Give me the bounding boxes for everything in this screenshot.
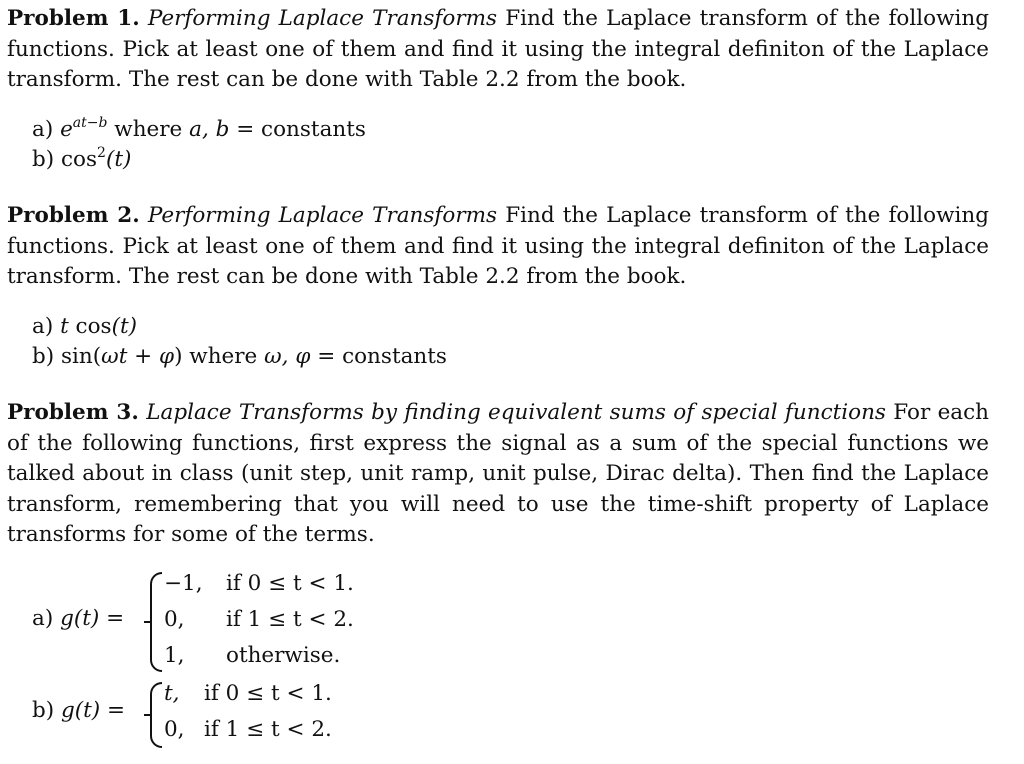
problem-2 <box>7 201 989 293</box>
problem-3-subtitle: Laplace Transforms by finding equivalent sums of special functions <box>146 400 886 425</box>
problem-1-item-a: a) $e^{at-b}$ where a, b = constants <box>32 115 366 142</box>
problem-3-title: Problem 3. <box>7 400 139 425</box>
problem-1 <box>7 4 989 96</box>
problem-3-item-b: b) g(t) = t, if 0 ≤ t < 1. 0, if 1 ≤ t < 2. <box>32 676 432 752</box>
brace-b <box>150 682 162 748</box>
problem-1-title: Problem 1. <box>7 6 140 31</box>
problem-3-body: For each of the following functions, first express the signal as a sum of the special functions we talked about in class (unit step, unit ramp, unit pulse, Dirac delta). Then find the Laplace transform, remembering that you will need to use the time-shift property of Laplace transforms for some of the terms. <box>7 400 990 547</box>
problem-2-body: Find the Laplace transform of the following functions. Pick at least one of them and find it using the integral definiton of the Laplace transform. The rest can be done with Table 2.2 from the book. <box>7 203 989 289</box>
problem-2-title: Problem 2. <box>7 203 140 228</box>
problem-2-subtitle: Performing Laplace Transforms <box>147 203 498 228</box>
problem-1-subtitle: Performing Laplace Transforms <box>147 6 498 31</box>
brace-a <box>150 572 162 672</box>
problem-3 <box>7 398 989 551</box>
problem-1-item-b: b) $\cos^2(t)$ <box>32 145 132 172</box>
problem-3-item-a: a) g(t) = −1, if 0 ≤ t < 1. 0, if 1 ≤ t < 2. 1, otherwise. <box>32 566 432 676</box>
problem-2-item-a: a) t cos(t) <box>32 314 137 339</box>
problem-1-body: Find the Laplace transform of the following functions. Pick at least one of them and find it using the integral definiton of the Laplace transform. The rest can be done with Table 2.2 from the book. <box>7 6 989 92</box>
problem-2-item-b: b) sin(ωt + φ) where ω, φ = constants <box>32 344 447 369</box>
